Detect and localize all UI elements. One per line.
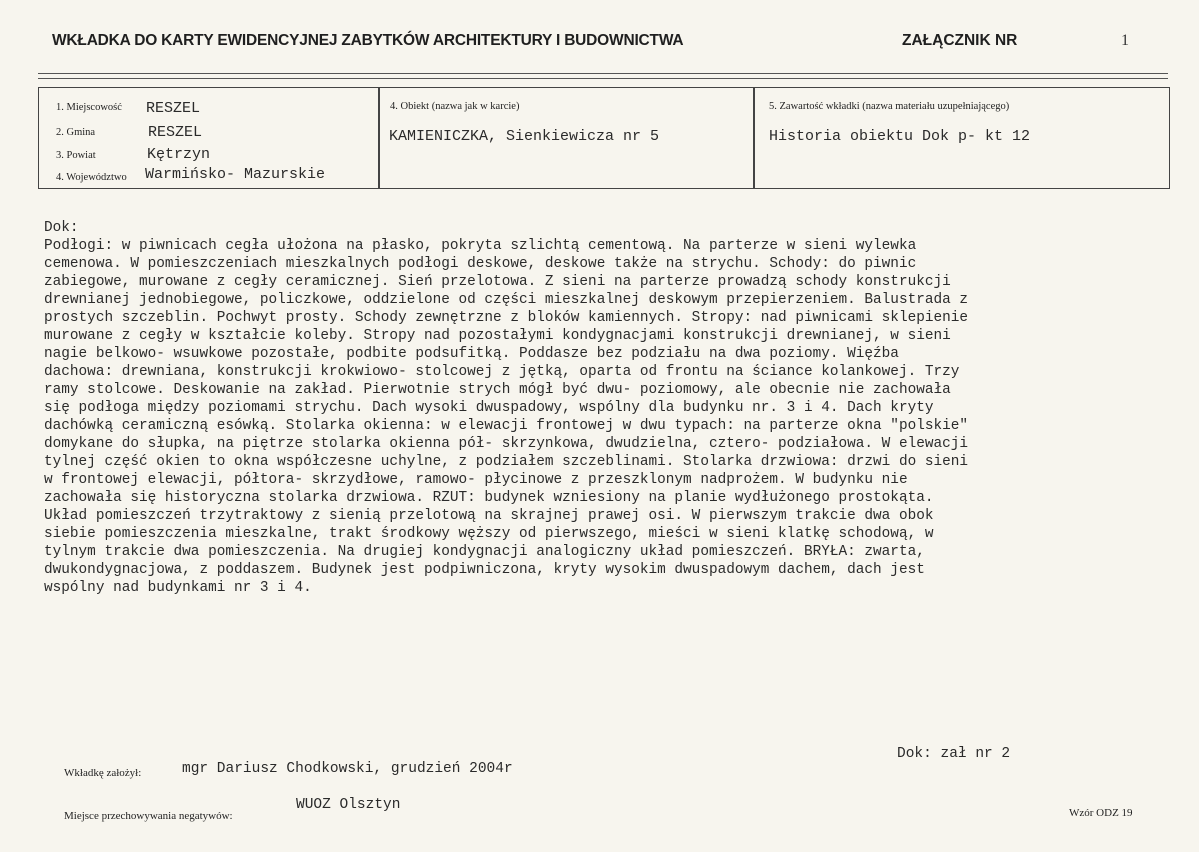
contents-value: Historia obiektu Dok p- kt 12 [769, 128, 1031, 145]
miejscowosc-label: 1. Miejscowość [56, 102, 122, 113]
author-label: Wkładkę założył: [64, 767, 142, 779]
header-divider-bottom [38, 78, 1168, 79]
object-label: 4. Obiekt (nazwa jak w karcie) [390, 101, 520, 112]
wojewodztwo-value: Warmińsko- Mazurskie [145, 166, 326, 183]
page-number: 1 [1121, 32, 1129, 49]
gmina-label: 2. Gmina [56, 127, 96, 138]
document-title: WKŁADKA DO KARTY EWIDENCYJNEJ ZABYTKÓW ARCHITEKTURY I BUDOWNICTWA [52, 32, 684, 49]
header-divider-top [38, 73, 1168, 74]
gmina-value: RESZEL [148, 124, 203, 141]
annex-label: ZAŁĄCZNIK NR [902, 32, 1018, 49]
author-value: mgr Dariusz Chodkowski, grudzień 2004r [182, 761, 513, 777]
document-reference: Dok: zał nr 2 [897, 746, 1011, 762]
history-text: Dok: Podłogi: w piwnicach cegła ułożona na płasko, pokryta szlichtą cementową. Na parterze w sieni wylewka cemenowa. W pomieszczeniach mieszkalnych podłogi deskowe, deskowe także na strychu. Schody: do piwnic zabiegowe, murowane z cegły ceramicznej. Sień przelotowa. Z sieni na parterze prowadzą schody konstrukcji drewnianej jednobiegowe, policzkowe, oddzielone od części mieszkalnej deskowym przepierzeniem. Balustrada z prostych szczeblin. Pochwyt prosty. Schody zewnętrzne z bloków kamiennych. Stropy: nad piwnicami sklepienie murowane z cegły w kształcie koleby. Stropy nad pozostałymi kondygnacjami konstrukcji drewnianej, w sieni nagie belkowo- wsuwkowe pozostałe, podbite podsufitką. Poddasze bez podziału na dwa poziomy. Więźba dachowa: drewniana, konstrukcji krokwiowo- stolcowej z jętką, oparta od frontu na ściance kolankowej. Trzy ramy stolcowe. Deskowanie na zakład. Pierwotnie strych mógł być dwu- poziomowy, ale obecnie nie zachowała się podłoga między poziomami strychu. Dach wysoki dwuspadowy, wspólny dla budynku nr. 3 i 4. Dach kryty dachówką ceramiczną esówką. Stolarka okienna: w elewacji frontowej w dwu typach: na parterze okna "polskie" domykane do słupka, na piętrze stolarka okienna pół- skrzynkowa, dwudzielna, cztero- podziałowa. W elewacji tylnej część okien to okna współczesne uchylne, z podziałem szczeblinami. Stolarka drzwiowa: drzwi do sieni w frontowej elewacji, półtora- skrzydłowe, ramowo- płycinowe z przeszklonym nadprożem. W budynku nie zachowała się historyczna stolarka drzwiowa. RZUT: budynek wzniesiony na planie wydłużonego prostokąta. Układ pomieszczeń trzytraktowy z sienią przelotową na skrajnej prawej osi. W pierwszym trakcie dwa obok siebie pomieszczenia mieszkalne, trakt środkowy węższy od pierwszego, mieści w sieni klatkę schodową, w tylnym trakcie dwa pomieszczenia. Na drugiej kondygnacji analogiczny układ pomieszczeń. BRYŁA: zwarta, dwukondygnacjowa, z poddaszem. Budynek jest podpiwniczona, kryty wysokim dwuspadowym dachem, dach jest wspólny nad budynkami nr 3 i 4. [44, 220, 969, 596]
contents-label: 5. Zawartość wkładki (nazwa materiału uzupełniającego) [769, 101, 1010, 112]
storage-label: Miejsce przechowywania negatywów: [64, 810, 233, 822]
object-value: KAMIENICZKA, Sienkiewicza nr 5 [389, 128, 660, 145]
miejscowosc-value: RESZEL [146, 100, 201, 117]
storage-value: WUOZ Olsztyn [296, 797, 401, 813]
wojewodztwo-label: 4. Województwo [56, 172, 127, 183]
powiat-value: Kętrzyn [147, 146, 211, 163]
powiat-label: 3. Powiat [56, 150, 96, 161]
form-pattern-id: Wzór ODZ 19 [1069, 807, 1133, 819]
